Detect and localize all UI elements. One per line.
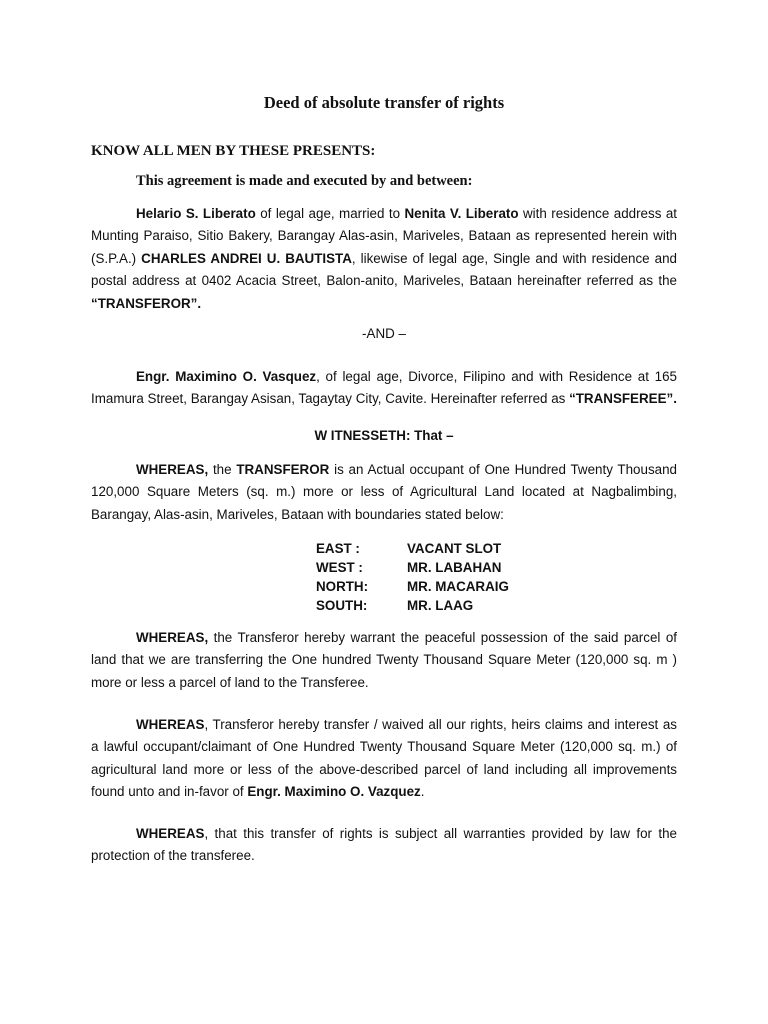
boundary-direction: EAST :: [316, 541, 360, 556]
whereas-label: WHEREAS,: [136, 630, 209, 645]
boundary-owner: MR. MACARAIG: [407, 579, 509, 594]
paragraph-text: , Transferor hereby transfer / waived all our rights, heirs claims and interest as a lawful occupant/claimant of One Hundred Twenty Thousand Square Meter (120,000 sq. m.) of agricultural land more or less of the above-described parcel of land including all improvements found unto and in-favor of: [91, 717, 677, 800]
paragraph-text: with residence address at Munting Paraiso, Sitio Bakery, Barangay Alas-asin, Mariveles, Bataan as represented herein with (S.P.A.): [91, 206, 678, 266]
boundary-row: [316, 577, 509, 596]
paragraph-text: of legal age, married to: [255, 206, 405, 221]
preamble-heading: KNOW ALL MEN BY THESE PRESENTS:: [91, 143, 376, 159]
paragraph-text: the: [208, 462, 237, 477]
boundaries-table: [316, 539, 509, 615]
whereas-warranty-paragraph: [91, 823, 677, 868]
paragraph-text: , that this transfer of rights is subject all warranties provided by law for the protection of the transferee.: [91, 826, 677, 864]
whereas-occupant-paragraph: [91, 459, 677, 526]
whereas-label: WHEREAS,: [136, 462, 209, 477]
transferee-role: “TRANSFEREE”.: [569, 391, 677, 407]
transferee-name: Engr. Maximino O. Vasquez: [136, 369, 317, 384]
paragraph-text: , likewise of legal age, Single and with residence and postal address at 0402 Acacia Street, Balon-anito, Mariveles, Bataan hereinafter referred as the: [91, 250, 677, 289]
whereas-possession-paragraph: [91, 627, 677, 694]
paragraph-text: .: [420, 784, 425, 800]
transferor-role: “TRANSFEROR”.: [91, 295, 202, 311]
boundary-owner: MR. LABAHAN: [407, 560, 502, 575]
transferee-paragraph: [91, 366, 677, 411]
agreement-subheading: This agreement is made and executed by and between:: [136, 173, 473, 189]
transferor-label: TRANSFEROR: [236, 462, 330, 477]
witnesseth-heading: W ITNESSETH: That –: [314, 428, 454, 443]
transferor-name: Helario S. Liberato: [136, 206, 256, 221]
boundary-direction: WEST :: [316, 560, 363, 575]
spouse-name: Nenita V. Liberato: [404, 206, 519, 221]
boundary-direction: SOUTH:: [316, 598, 368, 613]
boundary-direction: NORTH:: [316, 579, 369, 594]
whereas-label: WHEREAS: [136, 717, 205, 732]
transferee-name-ref: Engr. Maximino O. Vazquez: [247, 784, 421, 800]
boundary-owner: MR. LAAG: [407, 598, 474, 613]
boundary-row: [316, 539, 509, 558]
paragraph-text: the Transferor hereby warrant the peaceful possession of the said parcel of land that we are transferring the One hundred Twenty Thousand Square Meter (120,000 sq. m ) more or less a parcel of land to the Transferee.: [91, 630, 677, 690]
whereas-label: WHEREAS: [136, 826, 205, 841]
boundary-owner: VACANT SLOT: [407, 541, 502, 556]
document-title: Deed of absolute transfer of rights: [263, 93, 505, 112]
paragraph-text: , of legal age, Divorce, Filipino and with Residence at 165 Imamura Street, Barangay Asisan, Tagaytay City, Cavite. Hereinafter referred as: [91, 369, 678, 407]
representative-name: CHARLES ANDREI U. BAUTISTA: [141, 250, 352, 266]
boundary-row: [316, 596, 509, 615]
whereas-waiver-paragraph: [91, 714, 677, 804]
transferor-paragraph: [91, 203, 677, 315]
boundary-row: [316, 558, 509, 577]
paragraph-text: is an Actual occupant of One Hundred Twenty Thousand 120,000 Square Meters (sq. m.) more or less of Agricultural Land located at Nagbalimbing, Barangay, Alas-asin, Mariveles, Bataan with boundaries stated below:: [91, 462, 677, 522]
and-separator: -AND –: [362, 326, 406, 341]
